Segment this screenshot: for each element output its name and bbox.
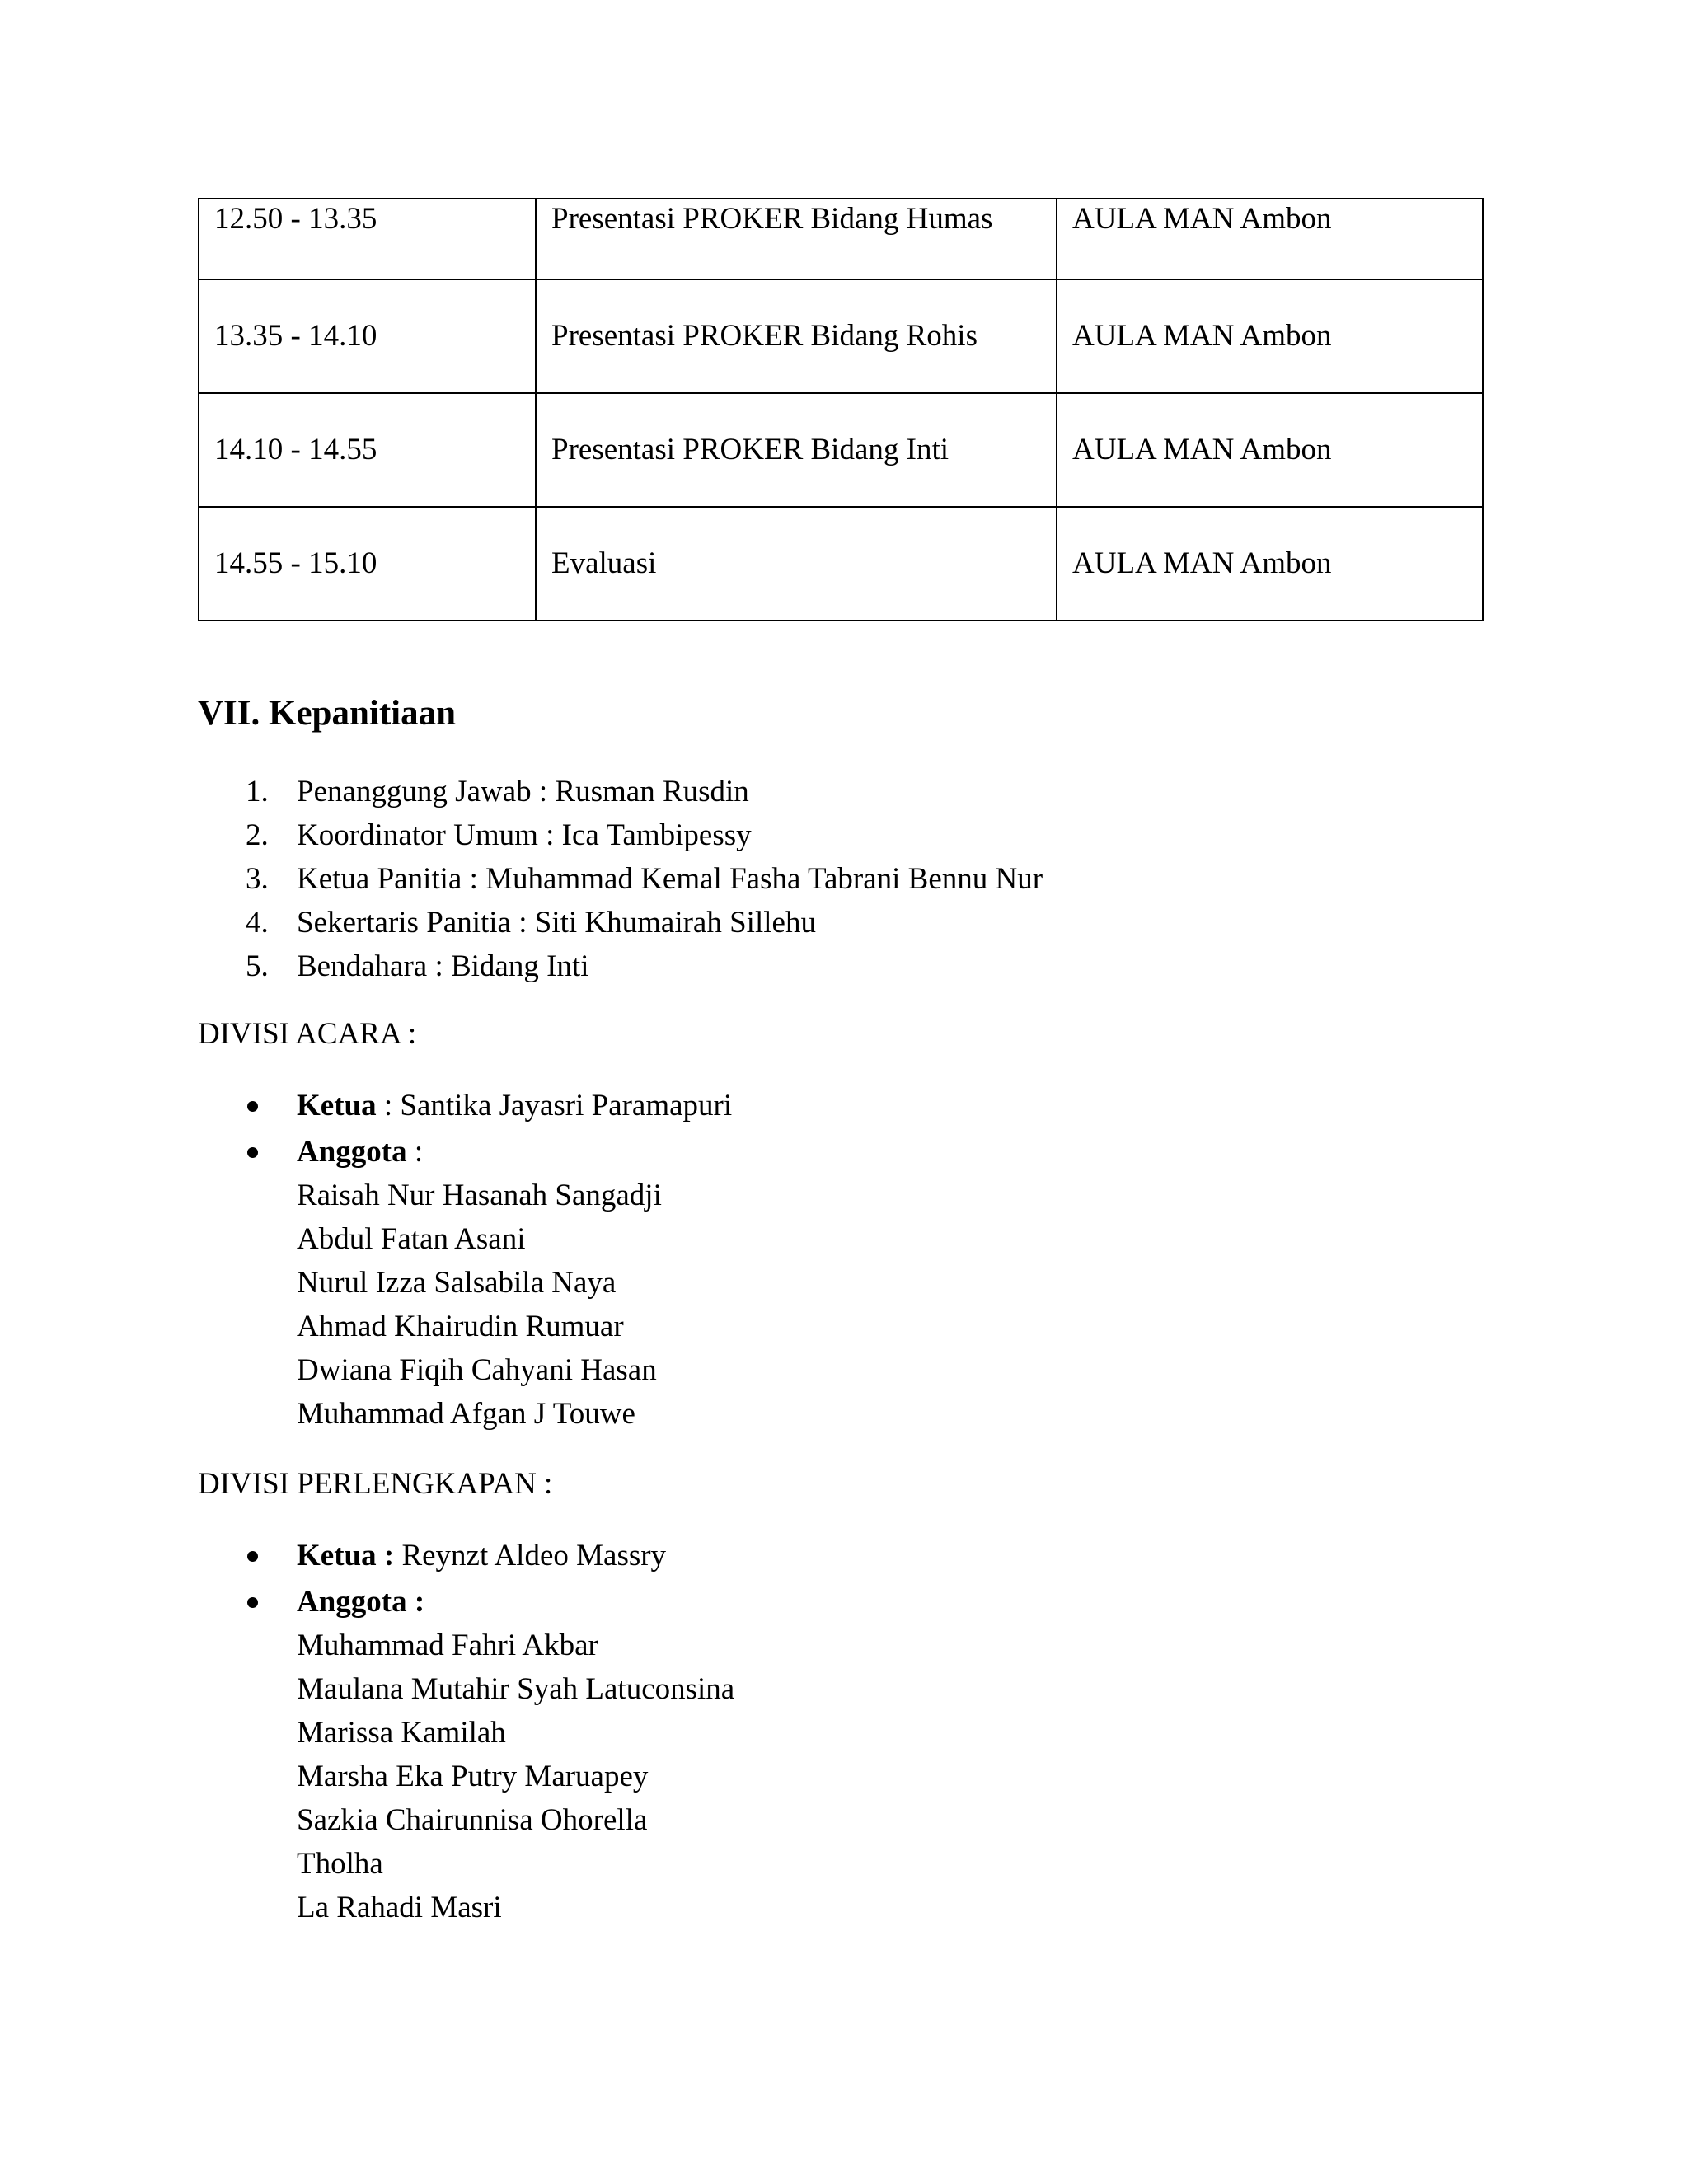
division-acara-title: DIVISI ACARA : bbox=[198, 1017, 417, 1051]
list-item bbox=[198, 857, 1043, 901]
time-cell: 14.10 - 14.55 bbox=[199, 393, 536, 507]
member-name: Marsha Eka Putry Maruapey bbox=[297, 1760, 649, 1793]
division-perlengkapan-title: DIVISI PERLENGKAPAN : bbox=[198, 1467, 553, 1501]
members-item bbox=[198, 1130, 732, 1436]
member-name: Tholha bbox=[297, 1847, 383, 1881]
division-perlengkapan-list bbox=[198, 1534, 734, 1929]
schedule-table bbox=[198, 198, 1484, 621]
bullet-icon bbox=[247, 1147, 258, 1158]
member-name: Dwiana Fiqih Cahyani Hasan bbox=[297, 1353, 657, 1387]
list-number: 4. bbox=[246, 906, 269, 940]
members-label: Anggota : bbox=[297, 1585, 425, 1619]
list-item-text: Ketua Panitia : Muhammad Kemal Fasha Tabrani Bennu Nur bbox=[297, 862, 1043, 896]
location-cell: AULA MAN Ambon bbox=[1057, 199, 1483, 279]
member-name: Raisah Nur Hasanah Sangadji bbox=[297, 1179, 662, 1212]
member-name: Nurul Izza Salsabila Naya bbox=[297, 1266, 617, 1300]
list-item bbox=[198, 901, 1043, 944]
member-name: Muhammad Afgan J Touwe bbox=[297, 1397, 635, 1431]
members-label: Anggota bbox=[297, 1135, 407, 1169]
list-item bbox=[198, 944, 1043, 988]
leader-label: Ketua : bbox=[297, 1539, 395, 1572]
table-row bbox=[199, 507, 1483, 621]
list-number: 2. bbox=[246, 818, 269, 852]
list-item-text: Bendahara : Bidang Inti bbox=[297, 949, 589, 983]
activity-cell: Presentasi PROKER Bidang Humas bbox=[536, 199, 1057, 279]
member-name: Maulana Mutahir Syah Latuconsina bbox=[297, 1672, 735, 1706]
leader-name: : Santika Jayasri Paramapuri bbox=[376, 1089, 733, 1122]
list-item bbox=[198, 813, 1043, 857]
member-name: Muhammad Fahri Akbar bbox=[297, 1629, 598, 1662]
members-label-suffix: : bbox=[406, 1135, 424, 1169]
section-title: VII. Kepanitiaan bbox=[198, 694, 457, 733]
member-name: Marissa Kamilah bbox=[297, 1716, 506, 1750]
leader-label: Ketua bbox=[297, 1089, 377, 1122]
leader-item bbox=[198, 1534, 734, 1577]
time-cell: 14.55 - 15.10 bbox=[199, 507, 536, 621]
location-cell: AULA MAN Ambon bbox=[1057, 507, 1483, 621]
table-row bbox=[199, 279, 1483, 393]
list-item-text: Koordinator Umum : Ica Tambipessy bbox=[297, 818, 752, 852]
members-item bbox=[198, 1580, 734, 1929]
bullet-icon bbox=[247, 1101, 258, 1112]
activity-cell: Evaluasi bbox=[536, 507, 1057, 621]
list-item-text: Penanggung Jawab : Rusman Rusdin bbox=[297, 775, 749, 808]
activity-cell: Presentasi PROKER Bidang Inti bbox=[536, 393, 1057, 507]
member-name: La Rahadi Masri bbox=[297, 1891, 502, 1924]
leader-item bbox=[198, 1084, 732, 1127]
list-number: 3. bbox=[246, 862, 269, 896]
list-number: 5. bbox=[246, 949, 269, 983]
member-list bbox=[297, 1624, 734, 1929]
member-list bbox=[297, 1174, 732, 1436]
location-cell: AULA MAN Ambon bbox=[1057, 393, 1483, 507]
location-cell: AULA MAN Ambon bbox=[1057, 279, 1483, 393]
table-row bbox=[199, 393, 1483, 507]
member-name: Sazkia Chairunnisa Ohorella bbox=[297, 1803, 648, 1837]
time-cell: 13.35 - 14.10 bbox=[199, 279, 536, 393]
member-name: Abdul Fatan Asani bbox=[297, 1222, 526, 1256]
list-item bbox=[198, 770, 1043, 813]
bullet-icon bbox=[247, 1551, 258, 1562]
division-acara-list bbox=[198, 1084, 732, 1436]
leader-name: Reynzt Aldeo Massry bbox=[394, 1539, 667, 1572]
activity-cell: Presentasi PROKER Bidang Rohis bbox=[536, 279, 1057, 393]
list-number: 1. bbox=[246, 775, 269, 808]
committee-list bbox=[198, 770, 1043, 988]
table-row bbox=[199, 199, 1483, 279]
time-cell: 12.50 - 13.35 bbox=[199, 199, 536, 279]
member-name: Ahmad Khairudin Rumuar bbox=[297, 1310, 624, 1343]
bullet-icon bbox=[247, 1597, 258, 1608]
list-item-text: Sekertaris Panitia : Siti Khumairah Sillehu bbox=[297, 906, 816, 940]
